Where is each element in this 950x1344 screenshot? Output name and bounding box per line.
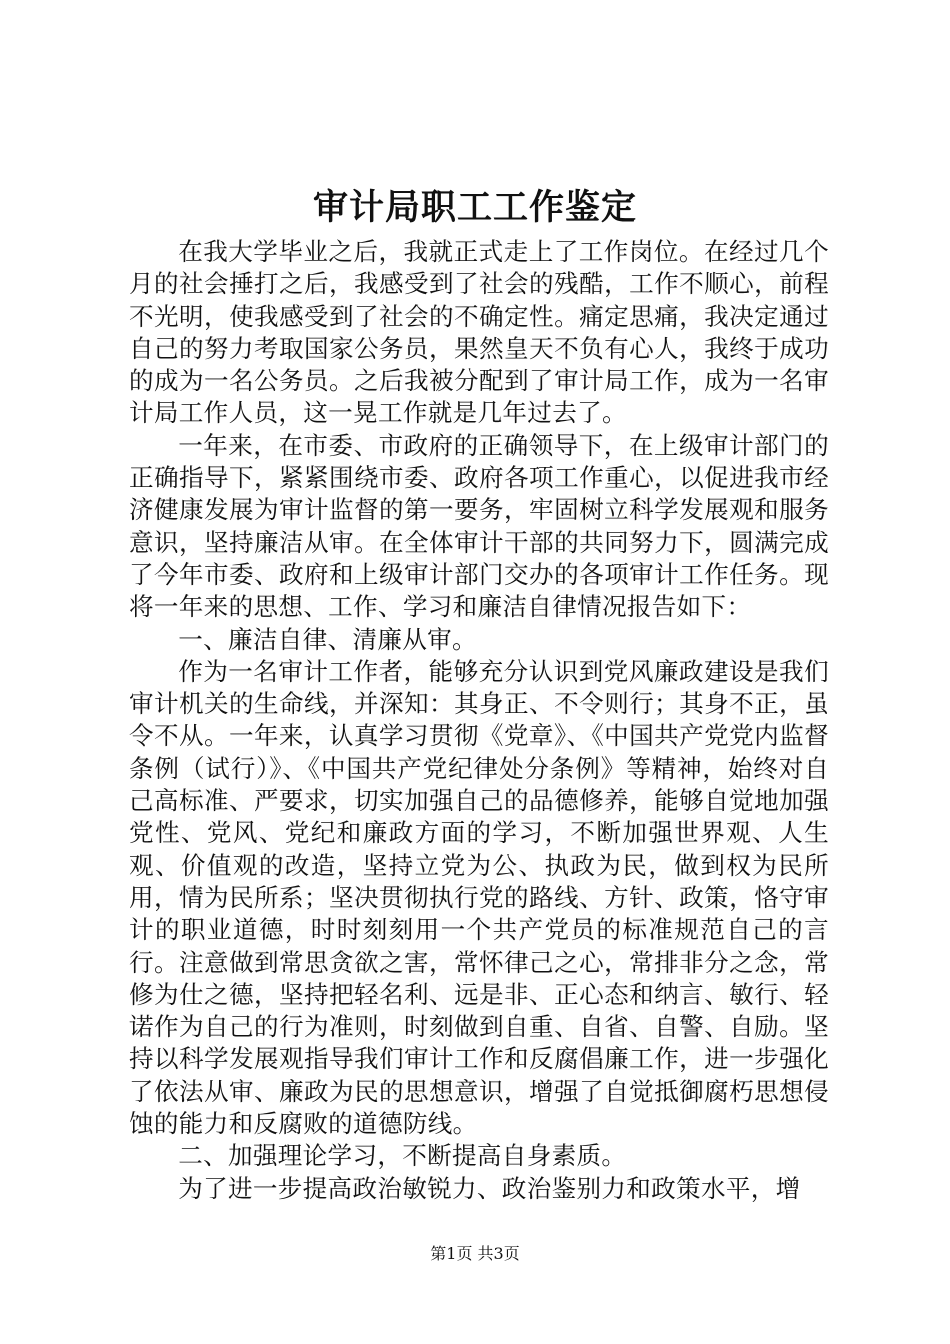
page-number-footer: 第1页 共3页 <box>430 1244 520 1263</box>
section-heading-1: 一、廉洁自律、清廉从审。 <box>178 624 477 654</box>
paragraph-intro: 在我大学毕业之后，我就正式走上了工作岗位。在经过几个月的社会捶打之后，我感受到了社会的残酷，工作不顺心，前程不光明，使我感受到了社会的不确定性。痛定思痛，我决定通过自己的努力考取国家公务员，果然皇天不负有心人，我终于成功的成为一名公务员。之后我被分配到了审计局工作，成为一名审计局工作人员，这一晃工作就是几年过去了。 <box>129 237 829 428</box>
section-heading-2: 二、加强理论学习，不断提高自身素质。 <box>178 1141 627 1171</box>
paragraph-study: 为了进一步提高政治敏锐力、政治鉴别力和政策水平，增 <box>178 1173 801 1203</box>
document-body <box>129 236 829 1205</box>
document-title: 审计局职工工作鉴定 <box>312 187 637 228</box>
paragraph-integrity: 作为一名审计工作者，能够充分认识到党风廉政建设是我们审计机关的生命线，并深知：其身正、不令则行；其身不正，虽令不从。一年来，认真学习贯彻《党章》、《中国共产党党内监督条例（试行）》、《中国共产党纪律处分条例》等精神，始终对自己高标准、严要求，切实加强自己的品德修养，能够自觉地加强党性、党风、党纪和廉政方面的学习，不断加强世界观、人生观、价值观的改造，坚持立党为公、执政为民，做到权为民所用，情为民所系；坚决贯彻执行党的路线、方针、政策，恪守审计的职业道德，时时刻刻用一个共产党员的标准规范自己的言行。注意做到常思贪欲之害，常怀律己之心，常排非分之念，常修为仕之德，坚持把轻名利、远是非、正心态和纳言、敏行、轻诺作为自己的行为准则，时刻做到自重、自省、自警、自励。坚持以科学发展观指导我们审计工作和反腐倡廉工作，进一步强化了依法从审、廉政为民的思想意识，增强了自觉抵御腐朽思想侵蚀的能力和反腐败的道德防线。 <box>129 656 829 1139</box>
paragraph-summary: 一年来，在市委、市政府的正确领导下，在上级审计部门的正确指导下，紧紧围绕市委、政府各项工作重心，以促进我市经济健康发展为审计监督的第一要务，牢固树立科学发展观和服务意识，坚持廉洁从审。在全体审计干部的共同努力下，圆满完成了今年市委、政府和上级审计部门交办的各项审计工作任务。现将一年来的思想、工作、学习和廉洁自律情况报告如下： <box>129 430 829 622</box>
